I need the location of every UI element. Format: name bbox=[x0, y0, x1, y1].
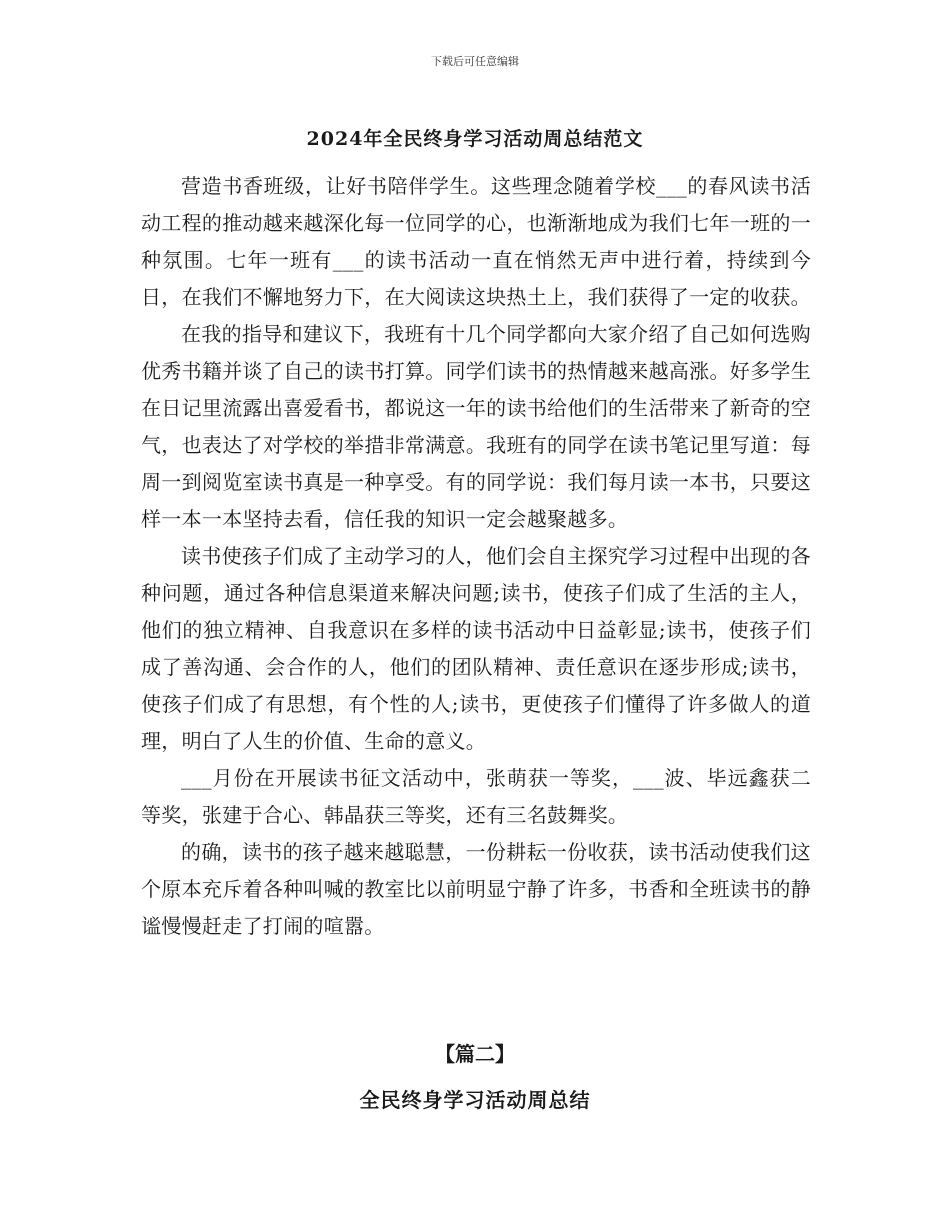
section-title: 全民终身学习活动周总结 bbox=[359, 1088, 591, 1112]
document-body bbox=[141, 168, 811, 945]
paragraph-4: ___月份在开展读书征文活动中，张萌获一等奖，___波、毕远鑫获二等奖，张建于合心、韩晶获三等奖，还有三名鼓舞奖。 bbox=[141, 766, 811, 827]
paragraph-5: 的确，读书的孩子越来越聪慧，一份耕耘一份收获，读书活动使我们这个原本充斥着各种叫喊的教室比以前明显宁静了许多，书香和全班读书的静谧慢慢赶走了打闹的喧嚣。 bbox=[141, 840, 811, 938]
page-header-note: 下载后可任意编辑 bbox=[431, 55, 519, 68]
paragraph-2: 在我的指导和建议下，我班有十几个同学都向大家介绍了自己如何选购优秀书籍并谈了自己的读书打算。同学们读书的热情越来越高涨。好多学生在日记里流露出喜爱看书，都说这一年的读书给他们的生活带来了新奇的空气，也表达了对学校的举措非常满意。我班有的同学在读书笔记里写道：每周一到阅览室读书真是一种享受。有的同学说：我们每月读一本书，只要这样一本一本坚持去看，信任我的知识一定会越聚越多。 bbox=[141, 322, 811, 531]
paragraph-1: 营造书香班级，让好书陪伴学生。这些理念随着学校___的春风读书活动工程的推动越来越深化每一位同学的心，也渐渐地成为我们七年一班的一种氛围。七年一班有___的读书活动一直在悄然无声中进行着，持续到今日，在我们不懈地努力下，在大阅读这块热土上，我们获得了一定的收获。 bbox=[141, 174, 811, 309]
document-title: 2024年全民终身学习活动周总结范文 bbox=[306, 128, 644, 150]
paragraph-3: 读书使孩子们成了主动学习的人，他们会自主探究学习过程中出现的各种问题，通过各种信息渠道来解决问题;读书，使孩子们成了生活的主人，他们的独立精神、自我意识在多样的读书活动中日益彰显;读书，使孩子们成了善沟通、会合作的人，他们的团队精神、责任意识在逐步形成;读书，使孩子们成了有思想，有个性的人;读书，更使孩子们懂得了许多做人的道理，明白了人生的价值、生命的意义。 bbox=[141, 544, 811, 753]
section-marker: 【篇二】 bbox=[435, 1042, 515, 1066]
